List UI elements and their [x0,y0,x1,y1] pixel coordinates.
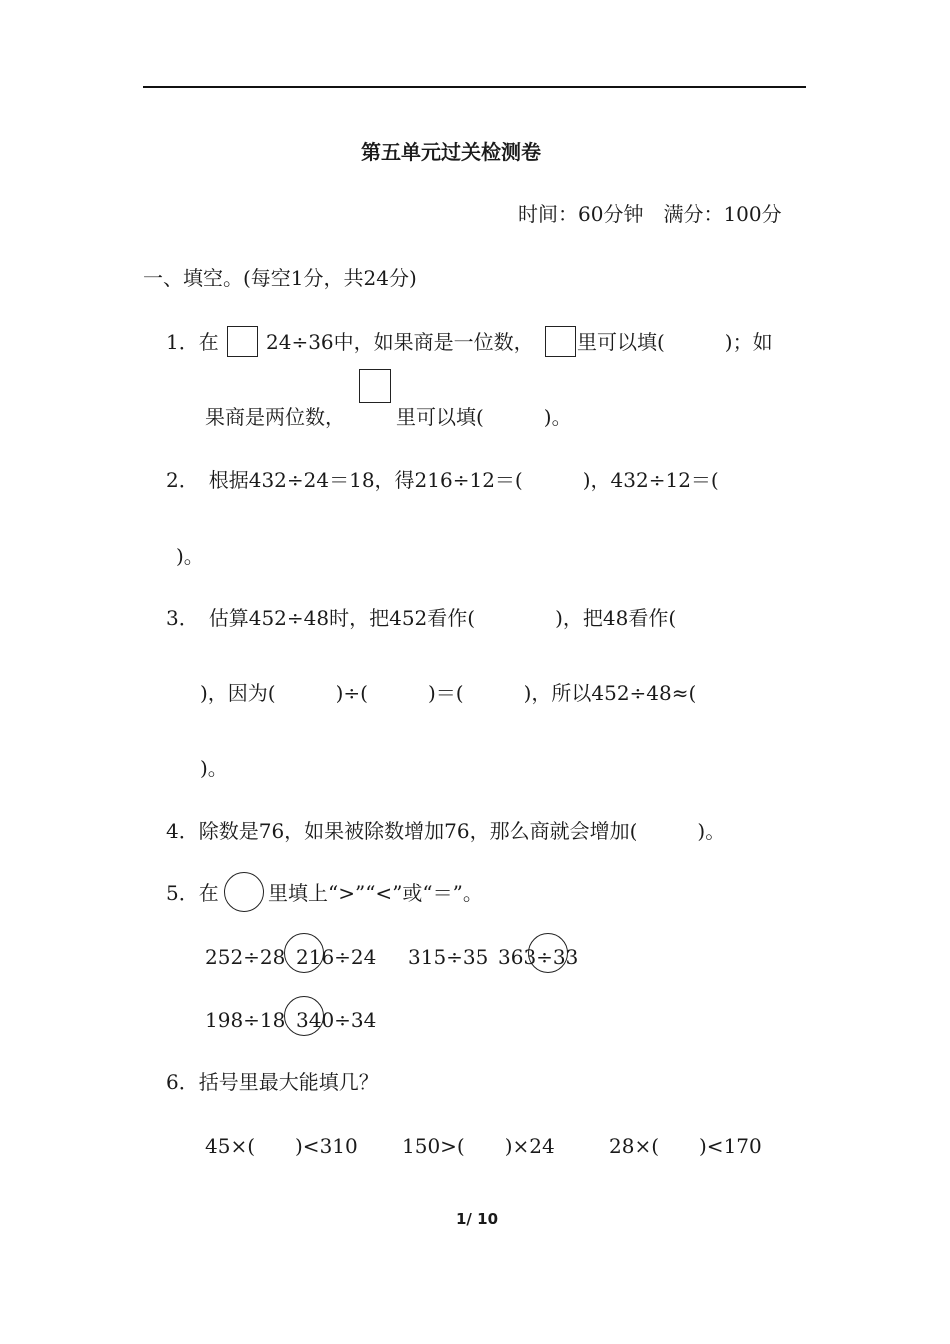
q1-text-4: 里可以填( )。 [396,405,572,429]
section-heading: 一、填空。(每空1分，共24分) [143,266,417,290]
q6-expression-1: 45×( )<310 [205,1134,358,1158]
compare-right: 363÷33 [498,945,579,969]
answer-box [359,369,391,403]
q6-expression-2: 150>( )×24 [402,1134,555,1158]
compare-left: 252÷28 [205,945,286,969]
q1-text-3: 果商是两位数， [205,405,345,429]
q1-text-1: 24÷36中，如果商是一位数， [266,330,534,354]
compare-right: 216÷24 [296,945,377,969]
page-title: 第五单元过关检测卷 [361,140,541,164]
q2-line-1: 2． 根据432÷24＝18，得216÷12＝( )，432÷12＝( [166,468,719,492]
answer-box [545,326,576,357]
q3-line-3: )。 [200,756,228,780]
compare-left: 315÷35 [408,945,489,969]
q3-line-2: )，因为( )÷( )＝( )，所以452÷48≈( [200,681,697,705]
header-rule [143,86,806,88]
q1-text-2: 里可以填( )；如 [577,330,773,354]
q5-instruction: 里填上“>”“<”或“＝”。 [268,881,483,905]
answer-box [227,326,258,357]
q5-prefix: 5．在 [166,881,219,905]
q6-expression-3: 28×( )<170 [609,1134,762,1158]
answer-circle [224,872,264,912]
question-4: 4．除数是76，如果被除数增加76，那么商就会增加( )。 [166,819,726,843]
q2-line-2: )。 [176,544,204,568]
q3-line-1: 3． 估算452÷48时，把452看作( )，把48看作( [166,606,677,630]
q1-prefix: 1．在 [166,330,219,354]
exam-meta: 时间：60分钟 满分：100分 [518,202,782,226]
page-number: 1/ 10 [456,1210,499,1228]
q6-heading: 6．括号里最大能填几？ [166,1070,379,1094]
compare-left: 198÷18 [205,1008,286,1032]
compare-right: 340÷34 [296,1008,377,1032]
